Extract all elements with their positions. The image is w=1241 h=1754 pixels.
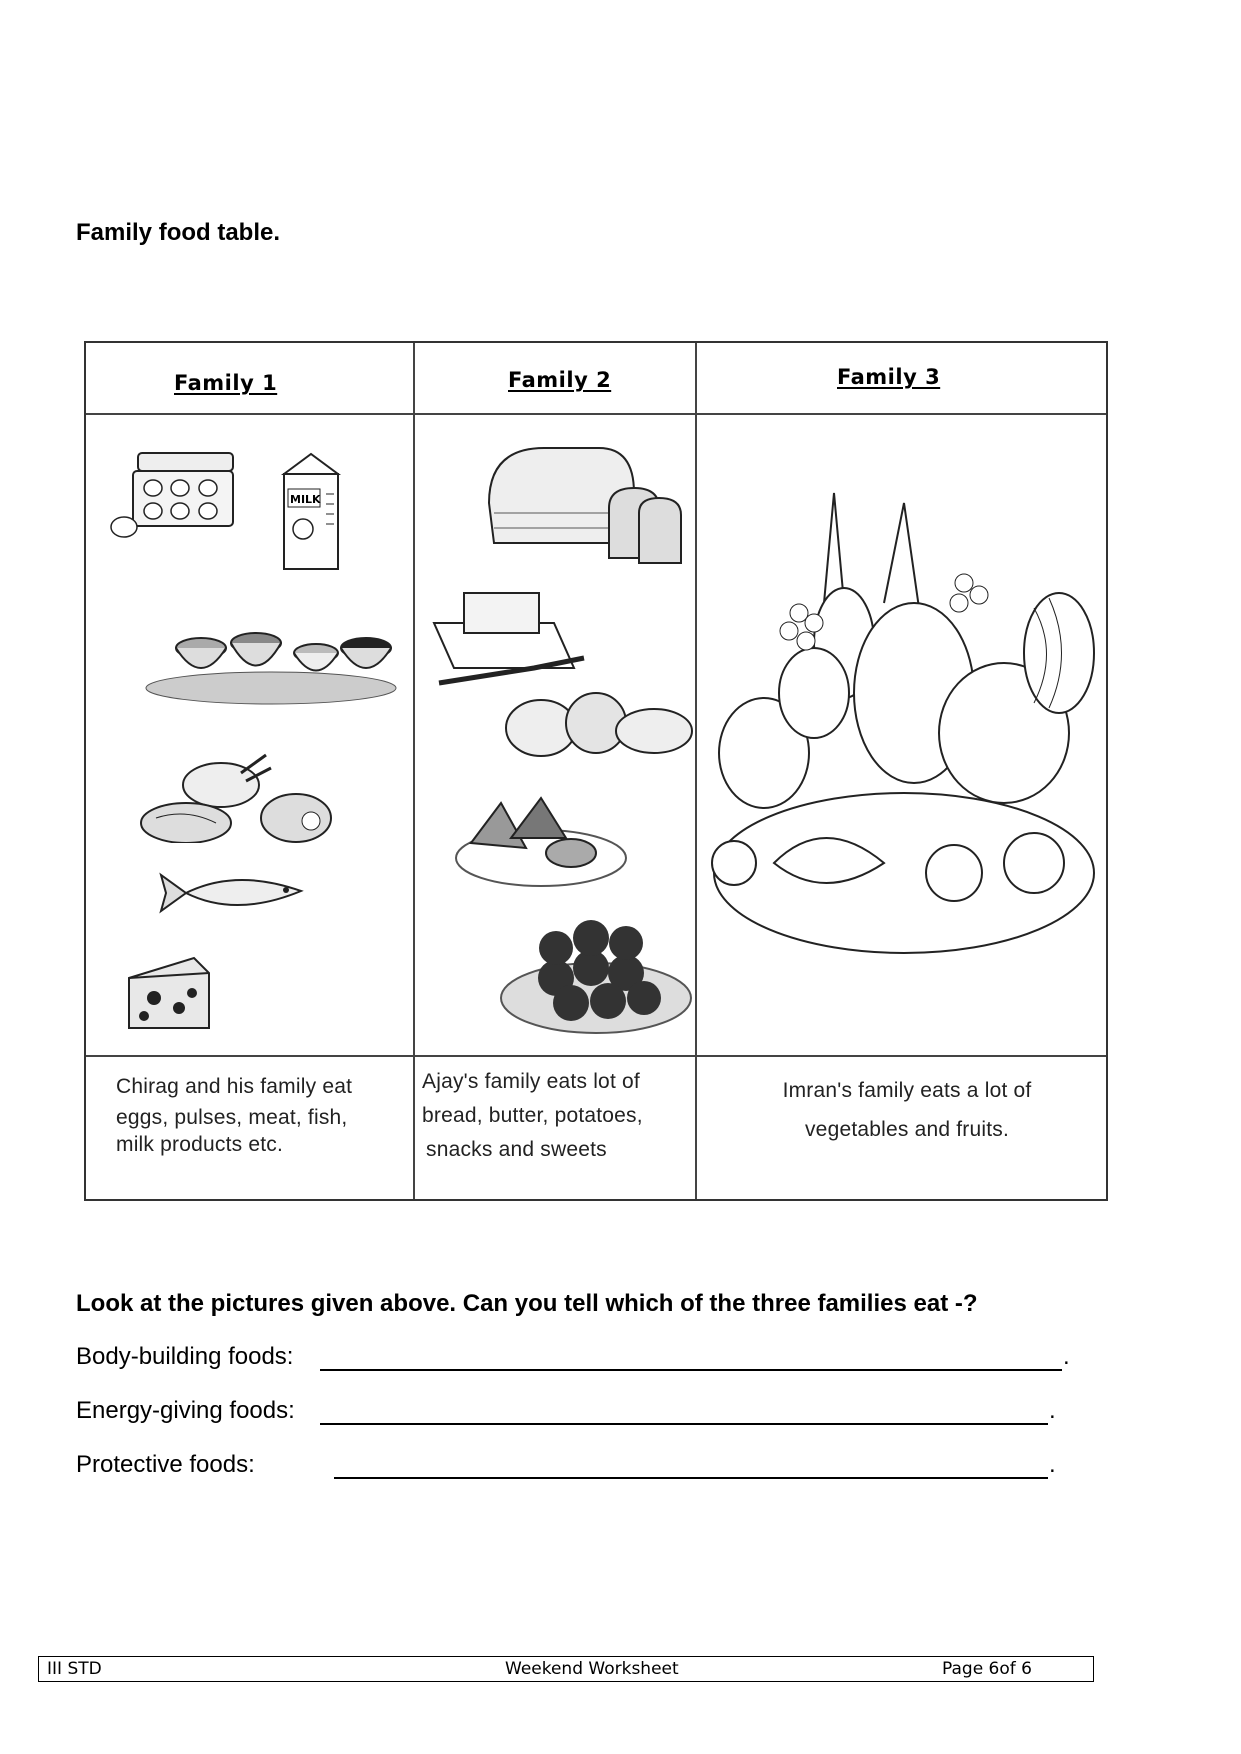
period: .	[1049, 1451, 1056, 1478]
question-label: Protective foods:	[76, 1451, 255, 1478]
caption-line: snacks and sweets	[426, 1138, 607, 1161]
family-3-caption	[712, 1071, 1102, 1149]
question-item-energy-giving	[76, 1397, 1056, 1425]
caption-line: milk products etc.	[116, 1133, 283, 1156]
caption-line: Ajay's family eats lot of	[422, 1070, 640, 1093]
pulses-bowls-icon	[141, 608, 401, 708]
answer-blank-protective[interactable]	[334, 1451, 1048, 1479]
row-divider	[86, 1055, 1106, 1057]
question-item-body-building	[76, 1343, 1070, 1371]
period: .	[1063, 1343, 1070, 1370]
answer-blank-energy-giving[interactable]	[320, 1397, 1048, 1425]
footer-worksheet-title: Weekend Worksheet	[505, 1659, 679, 1679]
page-title: Family food table.	[76, 219, 281, 246]
butter-icon	[424, 583, 604, 693]
footer-class-label: III STD	[47, 1659, 102, 1679]
family-1-caption	[116, 1071, 352, 1157]
family-2-caption	[422, 1065, 643, 1167]
footer-page-number: Page 6of 6	[942, 1659, 1032, 1679]
sweets-plate-icon	[496, 913, 696, 1038]
svg-text:MILK: MILK	[290, 493, 321, 506]
answer-blank-body-building[interactable]	[320, 1343, 1062, 1371]
caption-line: Imran's family eats a lot of	[782, 1079, 1032, 1102]
caption-line: Chirag and his family eat	[116, 1075, 353, 1098]
vegetables-fruits-icon	[704, 433, 1104, 993]
bread-loaf-icon	[469, 433, 689, 573]
family-3-heading: Family 3	[837, 365, 941, 389]
caption-line: bread, butter, potatoes,	[422, 1104, 643, 1127]
egg-tray-icon	[108, 443, 238, 543]
fish-icon	[156, 863, 326, 923]
period: .	[1049, 1397, 1056, 1424]
potatoes-icon	[496, 683, 696, 773]
milk-carton-icon	[276, 449, 346, 574]
question-prompt: Look at the pictures given above. Can you tell which of the three families eat -?	[76, 1290, 978, 1317]
page-footer	[38, 1656, 1094, 1682]
question-label: Energy-giving foods:	[76, 1397, 295, 1424]
question-item-protective	[76, 1451, 1056, 1479]
row-divider	[86, 413, 1106, 415]
cheese-icon	[124, 953, 214, 1033]
samosas-icon	[451, 783, 631, 893]
family-1-heading: Family 1	[174, 371, 278, 395]
column-divider	[413, 343, 415, 1199]
family-2-heading: Family 2	[508, 368, 612, 392]
family-food-table	[84, 341, 1108, 1201]
question-label: Body-building foods:	[76, 1343, 294, 1370]
caption-line: vegetables and fruits.	[804, 1118, 1010, 1141]
chicken-meat-icon	[131, 753, 341, 843]
caption-line: eggs, pulses, meat, fish,	[116, 1106, 348, 1129]
